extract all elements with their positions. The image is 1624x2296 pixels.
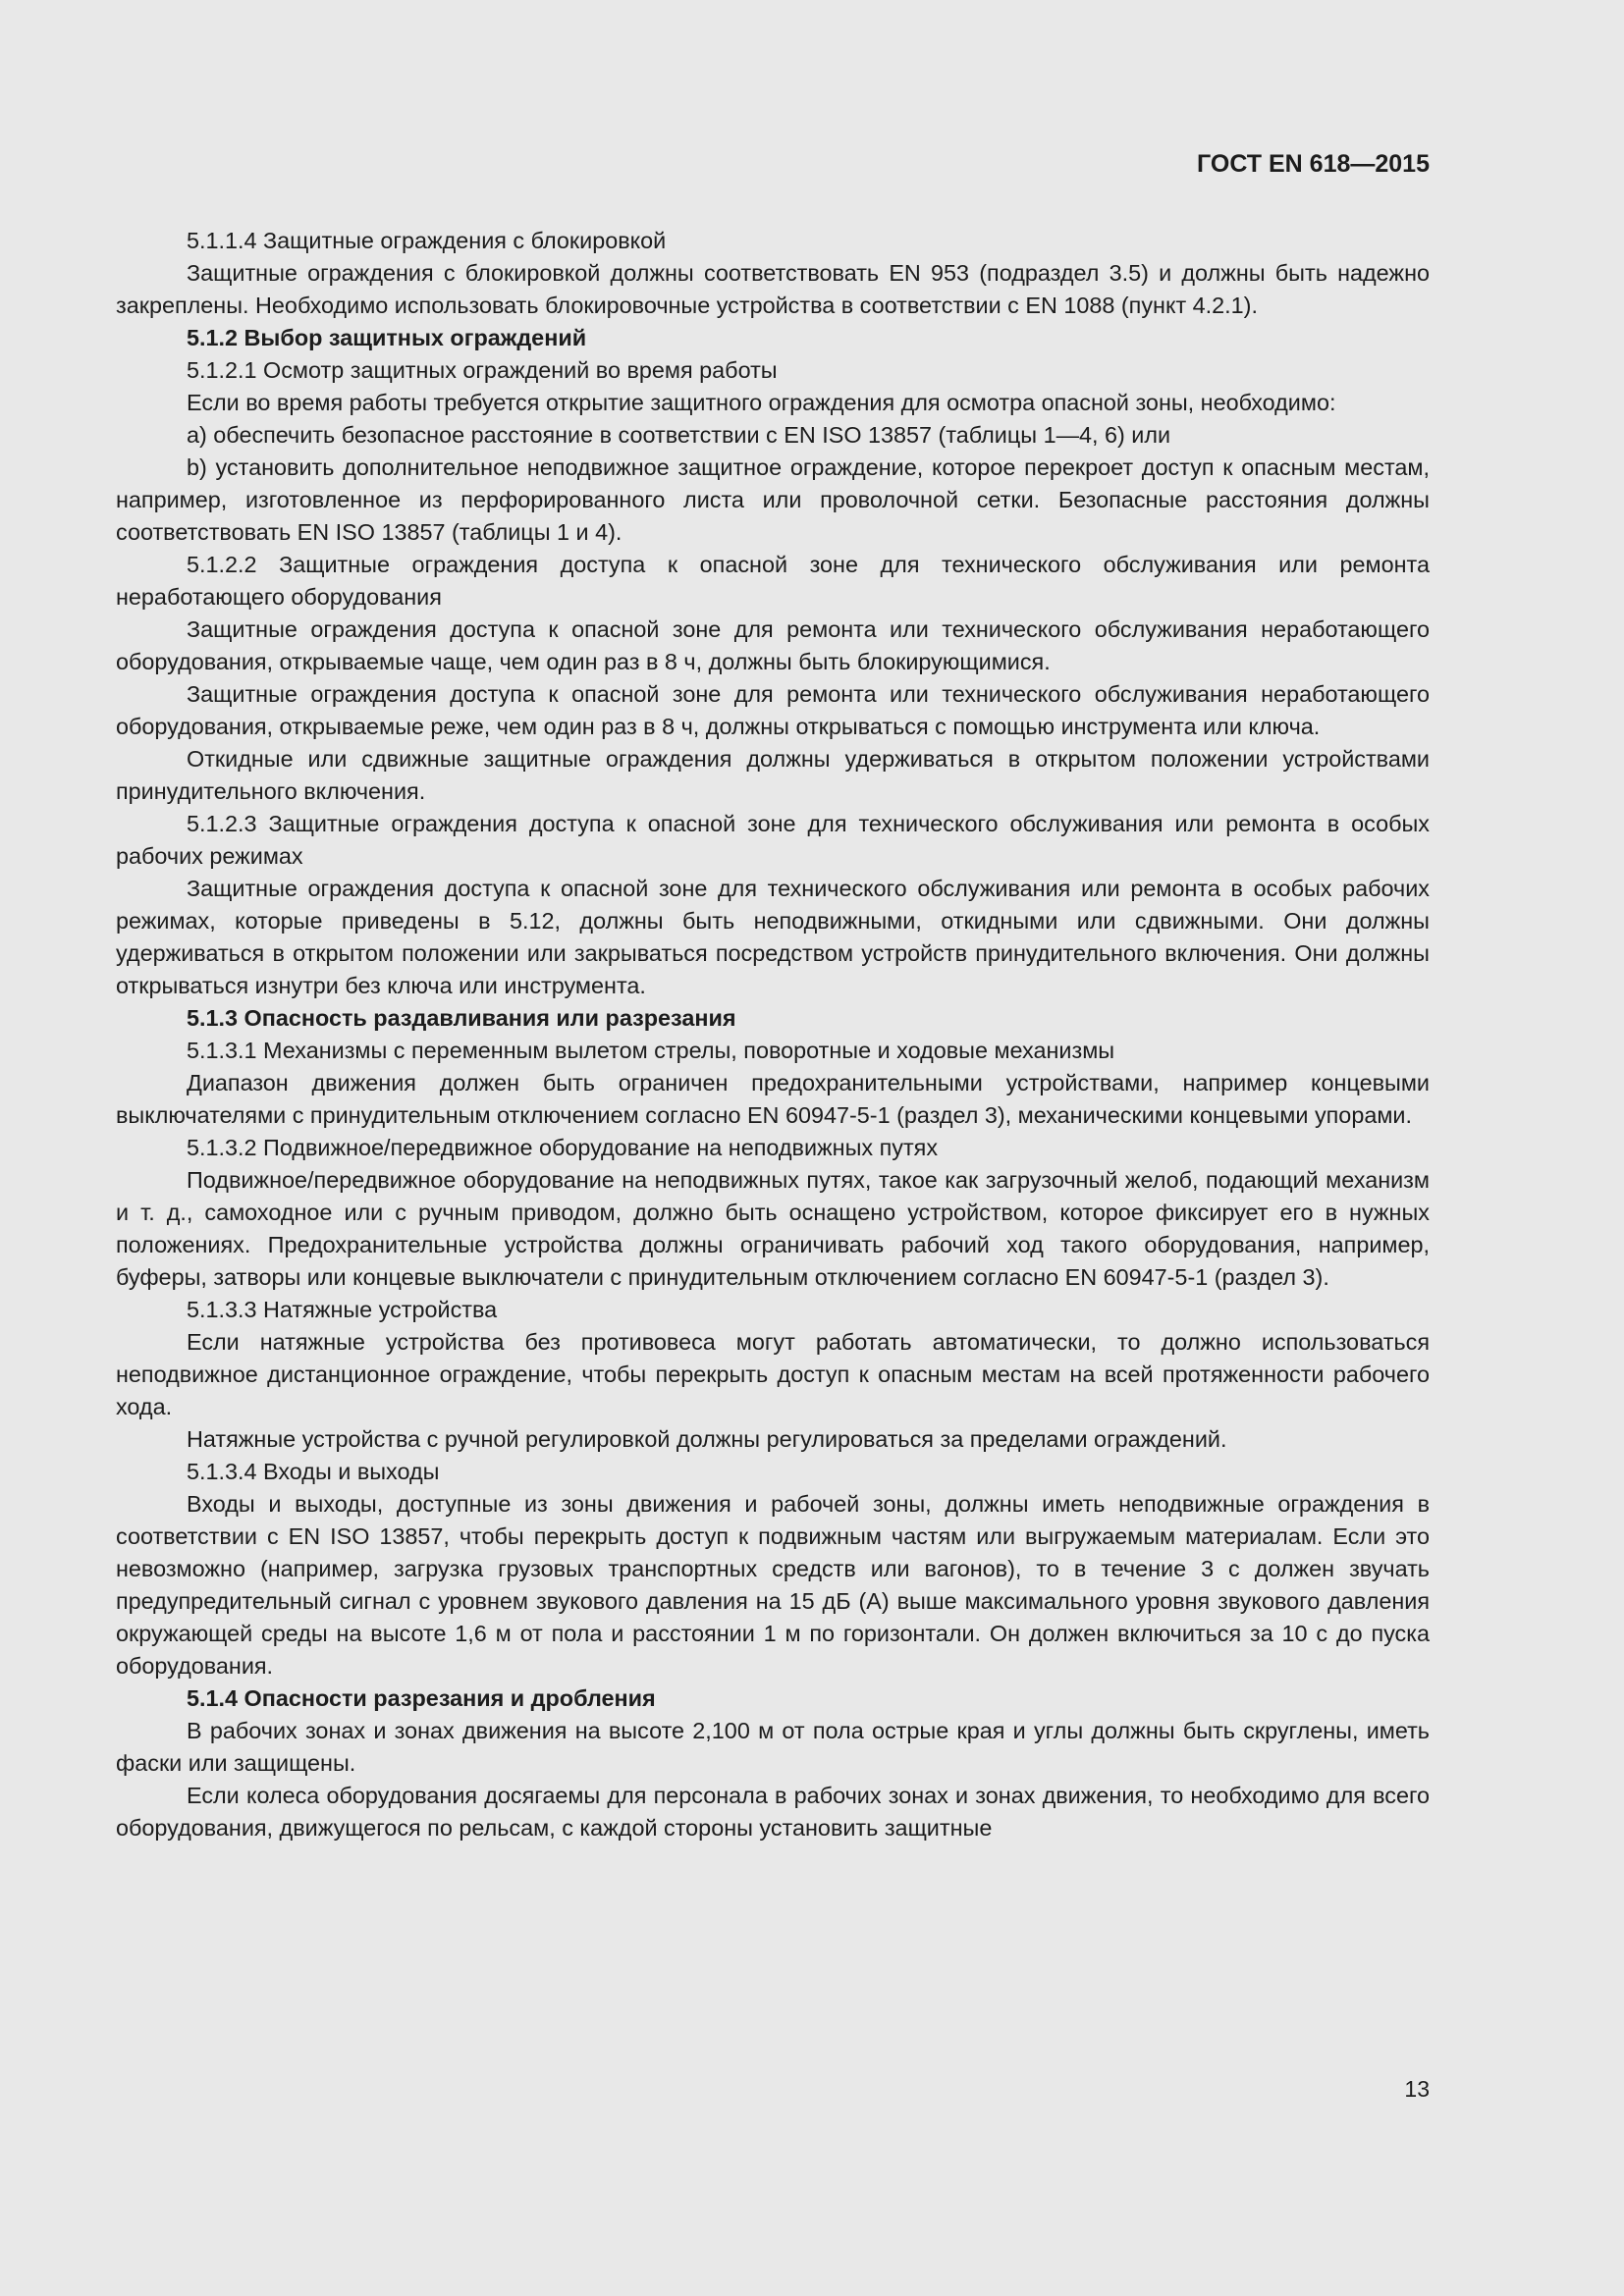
body-paragraph: 5.1.2.3 Защитные ограждения доступа к опасной зоне для технического обслуживания или ремонта в особых рабочих режимах xyxy=(116,811,1430,869)
body-paragraph: 5.1.2.2 Защитные ограждения доступа к опасной зоне для технического обслуживания или ремонта неработающего оборудования xyxy=(116,552,1430,610)
body-paragraph: Натяжные устройства с ручной регулировкой должны регулироваться за пределами ограждений. xyxy=(187,1426,1227,1452)
body-paragraph: Если колеса оборудования досягаемы для персонала в рабочих зонах и зонах движения, то необходимо для всего оборудования, движущегося по рельсам, с каждой стороны установить защитные xyxy=(116,1783,1430,1841)
body-paragraph: 5.1.3.3 Натяжные устройства xyxy=(187,1297,498,1322)
document-code-header: ГОСТ EN 618—2015 xyxy=(1197,150,1430,178)
body-paragraph: b) установить дополнительное неподвижное защитное ограждение, которое перекроет доступ к опасным местам, например, изготовленное из перфорированного листа или проволочной сетки. Безопасные расстояния должны соответствовать EN ISO 13857 (таблицы 1 и 4). xyxy=(116,454,1430,545)
body-paragraph: Откидные или сдвижные защитные ограждения должны удерживаться в открытом положении устройствами принудительного включения. xyxy=(116,746,1430,804)
page-number: 13 xyxy=(1404,2076,1430,2102)
body-paragraph: Защитные ограждения доступа к опасной зоне для технического обслуживания или ремонта в особых рабочих режимах, которые приведены в 5.12, должны быть неподвижными, откидными или сдвижными. Они должны удерживаться в открытом положении или закрываться посредством устройств принудительного включения. Они должны открываться изнутри без ключа или инструмента. xyxy=(116,876,1430,998)
section-heading: 5.1.3 Опасность раздавливания или разрезания xyxy=(187,1005,736,1031)
section-heading: 5.1.4 Опасности разрезания и дробления xyxy=(187,1685,656,1711)
body-paragraph: Подвижное/передвижное оборудование на неподвижных путях, такое как загрузочный желоб, подающий механизм и т. д., самоходное или с ручным приводом, должно быть оснащено устройством, которое фиксирует его в нужных положениях. Предохранительные устройства должны ограничивать рабочий ход такого оборудования, например, буферы, затворы или концевые выключатели с принудительным отключением согласно EN 60947-5-1 (раздел 3). xyxy=(116,1167,1430,1290)
body-paragraph: 5.1.3.4 Входы и выходы xyxy=(187,1459,440,1484)
body-paragraph: 5.1.1.4 Защитные ограждения с блокировкой xyxy=(187,228,667,253)
body-paragraph: Защитные ограждения с блокировкой должны соответствовать EN 953 (подраздел 3.5) и должны быть надежно закреплены. Необходимо использовать блокировочные устройства в соответствии с EN 1088 (пункт 4.2.1). xyxy=(116,260,1430,318)
body-paragraph: Входы и выходы, доступные из зоны движения и рабочей зоны, должны иметь неподвижные ограждения в соответствии с EN ISO 13857, чтобы перекрыть доступ к подвижным частям или выгружаемым материалам. Если это невозможно (например, загрузка грузовых транспортных средств или вагонов), то в течение 3 с должен звучать предупредительный сигнал с уровнем звукового давления на 15 дБ (А) выше максимального уровня звукового давления окружающей среды на высоте 1,6 м от пола и расстоянии 1 м по горизонтали. Он должен включиться за 10 с до пуска оборудования. xyxy=(116,1491,1430,1679)
section-heading: 5.1.2 Выбор защитных ограждений xyxy=(187,325,587,350)
body-paragraph: 5.1.3.2 Подвижное/передвижное оборудование на неподвижных путях xyxy=(187,1135,939,1160)
body-paragraph: Если натяжные устройства без противовеса могут работать автоматически, то должно использоваться неподвижное дистанционное ограждение, чтобы перекрыть доступ к опасным местам на всей протяженности рабочего хода. xyxy=(116,1329,1430,1419)
body-paragraph: Защитные ограждения доступа к опасной зоне для ремонта или технического обслуживания неработающего оборудования, открываемые реже, чем один раз в 8 ч, должны открываться с помощью инструмента или ключа. xyxy=(116,681,1430,739)
body-paragraph: В рабочих зонах и зонах движения на высоте 2,100 м от пола острые края и углы должны быть скруглены, иметь фаски или защищены. xyxy=(116,1718,1430,1776)
body-paragraph: 5.1.2.1 Осмотр защитных ограждений во время работы xyxy=(187,357,778,383)
body-paragraph: Диапазон движения должен быть ограничен предохранительными устройствами, например концевыми выключателями с принудительным отключением согласно EN 60947-5-1 (раздел 3), механическими концевыми упорами. xyxy=(116,1070,1430,1128)
document-body xyxy=(116,225,1430,1844)
body-paragraph: 5.1.3.1 Механизмы с переменным вылетом стрелы, поворотные и ходовые механизмы xyxy=(187,1038,1115,1063)
body-paragraph: a) обеспечить безопасное расстояние в соответствии с EN ISO 13857 (таблицы 1—4, 6) или xyxy=(187,422,1171,448)
body-paragraph: Защитные ограждения доступа к опасной зоне для ремонта или технического обслуживания неработающего оборудования, открываемые чаще, чем один раз в 8 ч, должны быть блокирующимися. xyxy=(116,616,1430,674)
body-paragraph: Если во время работы требуется открытие защитного ограждения для осмотра опасной зоны, необходимо: xyxy=(187,390,1336,415)
